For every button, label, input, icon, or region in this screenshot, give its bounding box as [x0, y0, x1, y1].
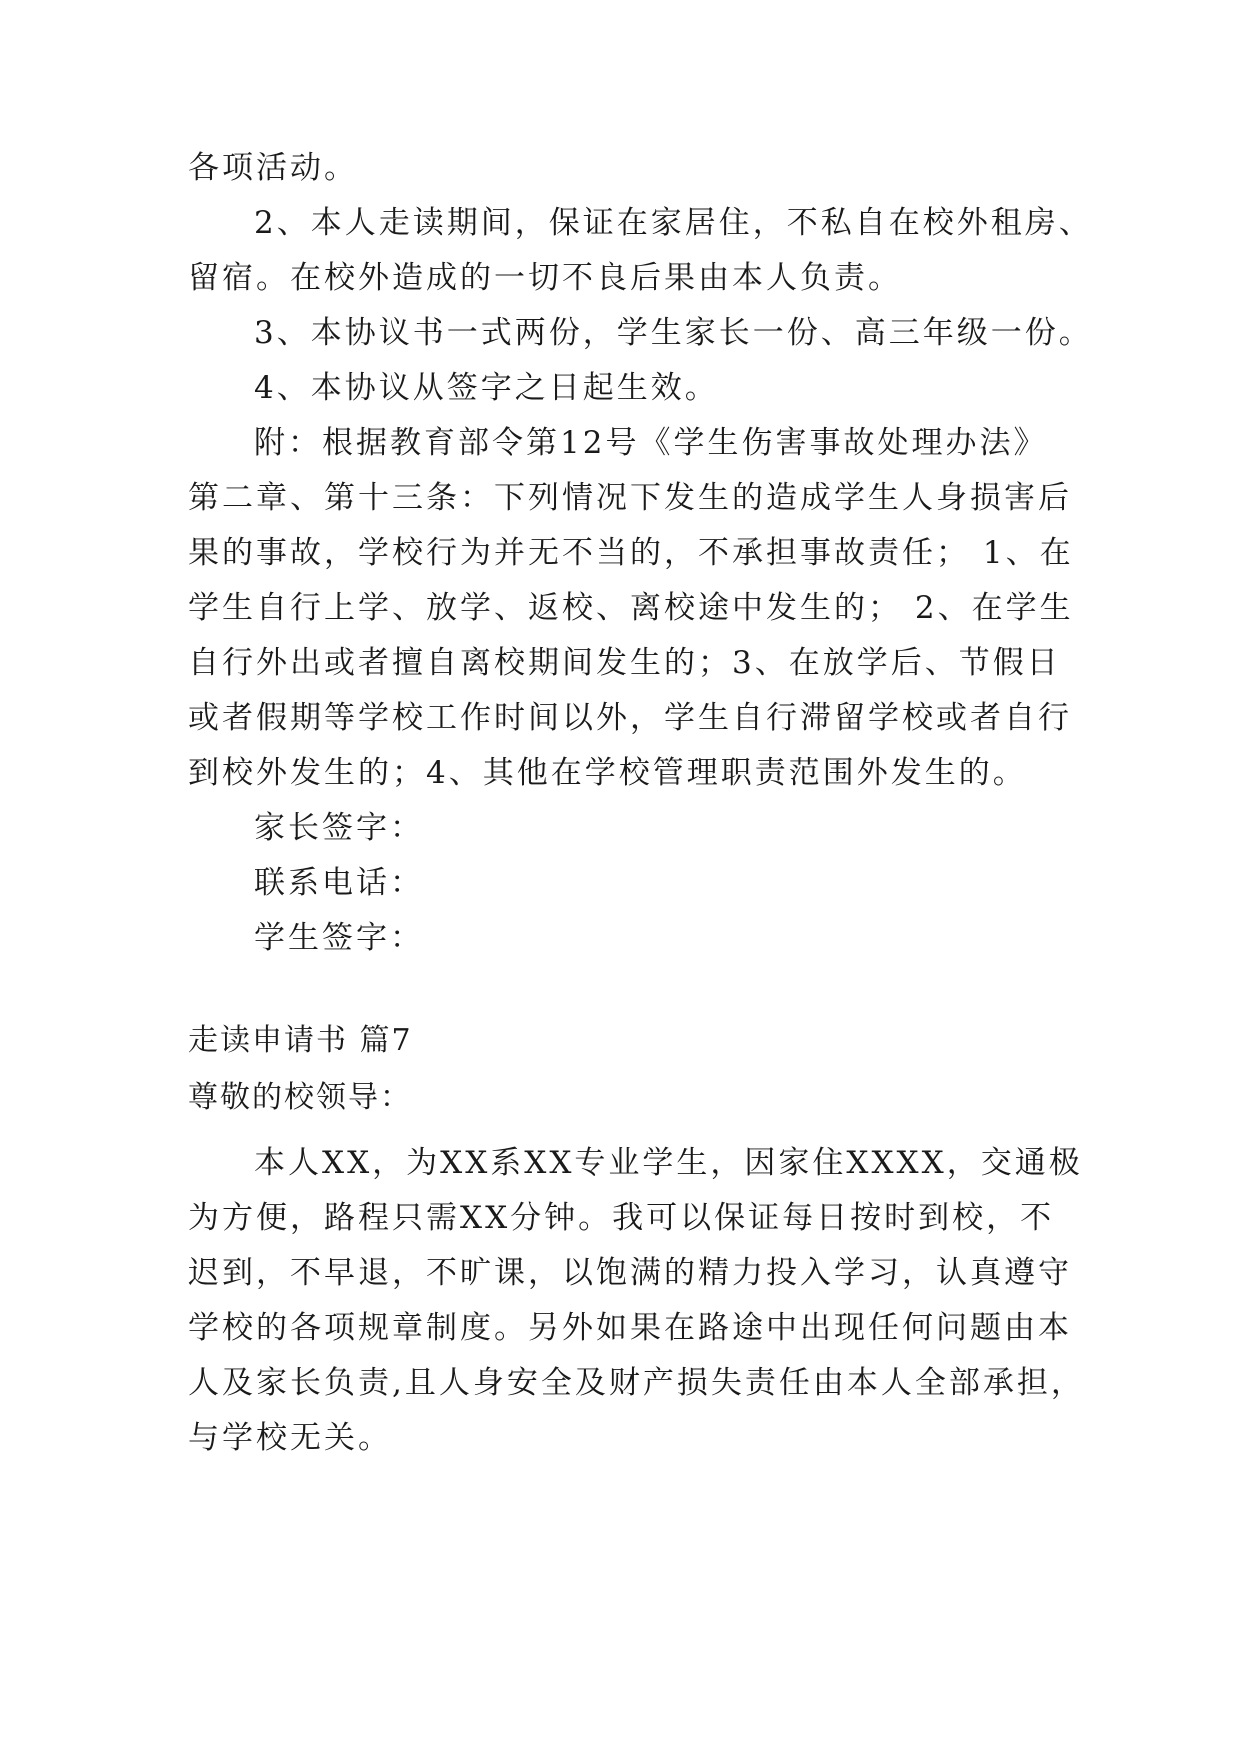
body-line: 人及家长负责,且人身安全及财产损失责任由本人全部承担，: [188, 1365, 1085, 1401]
body-line: 学校的各项规章制度。另外如果在路途中出现任何问题由本: [188, 1310, 1072, 1346]
body-line: 迟到，不早退，不旷课，以饱满的精力投入学习，认真遵守: [188, 1255, 1072, 1291]
paragraph-line: 附：根据教育部令第12号《学生伤害事故处理办法》: [254, 425, 1048, 461]
parent-signature-label: 家长签字：: [254, 810, 424, 846]
paragraph-line: 2、本人走读期间，保证在家居住，不私自在校外租房、: [254, 205, 1093, 241]
paragraph-line: 留宿。在校外造成的一切不良后果由本人负责。: [188, 260, 902, 296]
phone-label: 联系电话：: [254, 865, 424, 901]
body-line: 与学校无关。: [188, 1420, 392, 1456]
paragraph-line: 各项活动。: [188, 150, 358, 186]
paragraph-line: 自行外出或者擅自离校期间发生的；3、在放学后、节假日: [188, 645, 1061, 681]
paragraph-line: 到校外发生的；4、其他在学校管理职责范围外发生的。: [188, 755, 1027, 791]
paragraph-line: 3、本协议书一式两份，学生家长一份、高三年级一份。: [254, 315, 1093, 351]
section-title: 走读申请书 篇7: [188, 1023, 413, 1058]
body-line: 为方便，路程只需XX分钟。我可以保证每日按时到校，不: [188, 1200, 1055, 1236]
paragraph-line: 果的事故，学校行为并无不当的，不承担事故责任； 1、在: [188, 535, 1074, 571]
body-line: 本人XX，为XX系XX专业学生，因家住XXXX，交通极: [254, 1145, 1083, 1181]
paragraph-line: 第二章、第十三条：下列情况下发生的造成学生人身损害后: [188, 480, 1072, 516]
paragraph-line: 或者假期等学校工作时间以外，学生自行滞留学校或者自行: [188, 700, 1072, 736]
student-signature-label: 学生签字：: [254, 920, 424, 956]
salutation: 尊敬的校领导：: [188, 1080, 412, 1115]
paragraph-line: 学生自行上学、放学、返校、离校途中发生的； 2、在学生: [188, 590, 1074, 626]
paragraph-line: 4、本协议从签字之日起生效。: [254, 370, 719, 406]
